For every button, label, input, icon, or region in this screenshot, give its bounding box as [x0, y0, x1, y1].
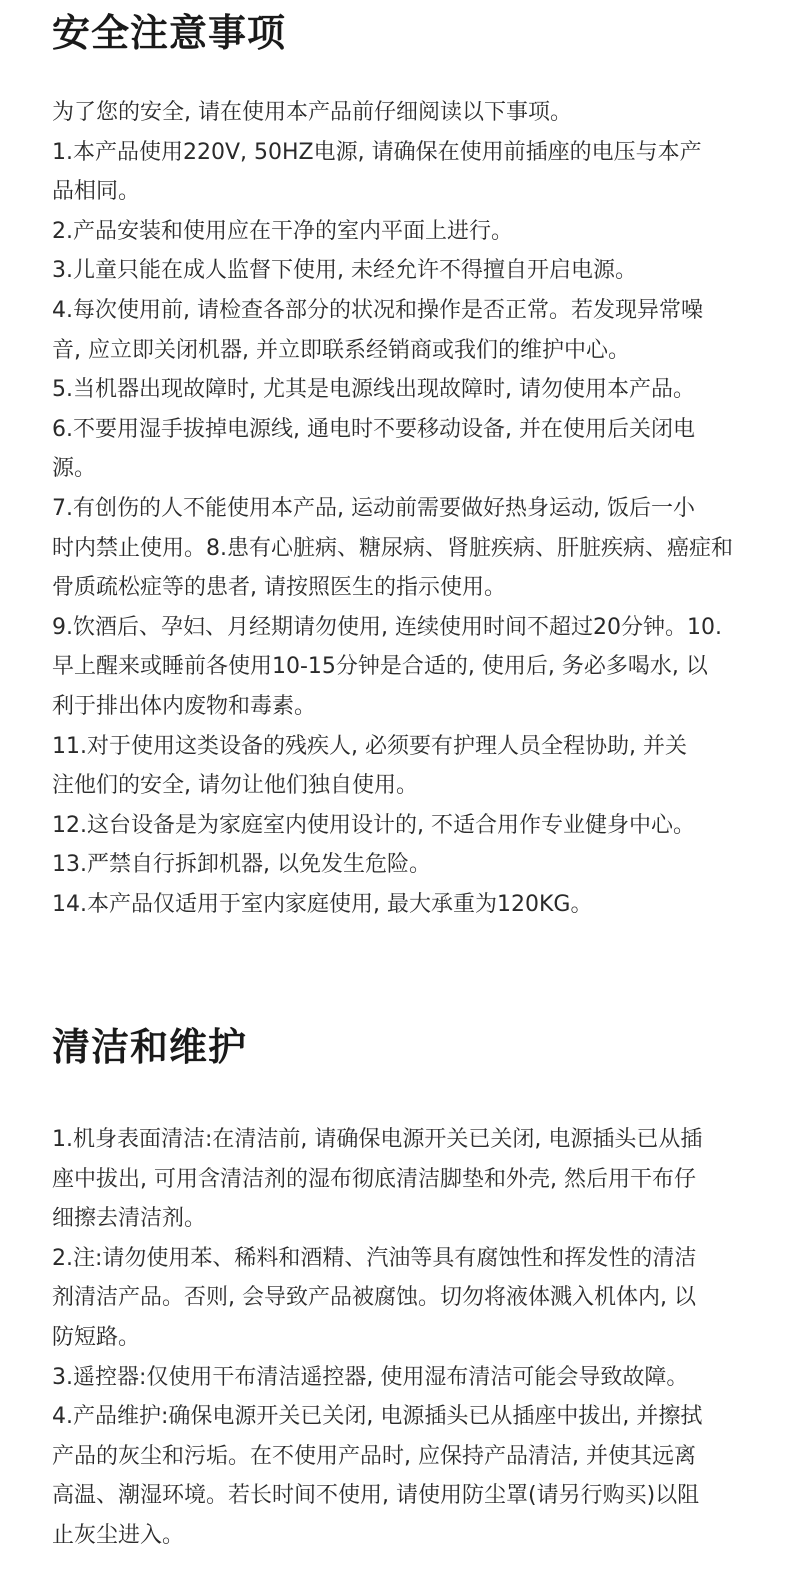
- cleaning-text-line: 座中拔出, 可用含清洁剂的湿布彻底清洁脚垫和外壳, 然后用干布仔: [52, 1166, 696, 1192]
- cleaning-heading: 清洁和维护: [52, 1025, 248, 1069]
- safety-text-line: 利于排出体内废物和毒素。: [52, 693, 317, 719]
- cleaning-text-line: 剂清洁产品。否则, 会导致产品被腐蚀。切勿将液体溅入机体内, 以: [52, 1285, 696, 1311]
- safety-text-line: 6.不要用湿手拔掉电源线, 通电时不要移动设备, 并在使用后关闭电: [52, 416, 695, 442]
- safety-text-line: 音, 应立即关闭机器, 并立即联系经销商或我们的维护中心。: [52, 337, 630, 363]
- safety-text-line: 9.饮酒后、孕妇、月经期请勿使用, 连续使用时间不超过20分钟。10.: [52, 614, 722, 640]
- safety-text-line: 源。: [52, 456, 97, 482]
- safety-text-line: 注他们的安全, 请勿让他们独自使用。: [52, 773, 418, 799]
- safety-text-line: 5.当机器出现故障时, 尤其是电源线出现故障时, 请勿使用本产品。: [52, 377, 695, 403]
- safety-text-line: 为了您的安全, 请在使用本产品前仔细阅读以下事项。: [52, 100, 572, 125]
- safety-text-line: 2.产品安装和使用应在干净的室内平面上进行。: [52, 218, 513, 244]
- safety-text-line: 骨质疏松症等的患者, 请按照医生的指示使用。: [52, 575, 506, 601]
- safety-text-line: 品相同。: [52, 179, 141, 205]
- safety-section: [52, 0, 742, 924]
- safety-text-line: 12.这台设备是为家庭室内使用设计的, 不适合用作专业健身中心。: [52, 812, 695, 838]
- cleaning-text-line: 高温、潮湿环境。若长时间不使用, 请使用防尘罩(请另行购买)以阻: [52, 1483, 700, 1509]
- cleaning-text-line: 2.注:请勿使用苯、稀料和酒精、汽油等具有腐蚀性和挥发性的清洁: [52, 1245, 697, 1271]
- cleaning-text-line: 止灰尘进入。: [52, 1522, 185, 1548]
- safety-text-line: 1.本产品使用220V, 50HZ电源, 请确保在使用前插座的电压与本产: [52, 139, 702, 165]
- safety-text-line: 13.严禁自行拆卸机器, 以免发生危险。: [52, 852, 431, 878]
- cleaning-text-line: 1.机身表面清洁:在清洁前, 请确保电源开关已关闭, 电源插头已从插: [52, 1127, 703, 1152]
- safety-text-line: 7.有创伤的人不能使用本产品, 运动前需要做好热身运动, 饭后一小: [52, 495, 695, 521]
- safety-heading: 安全注意事项: [52, 11, 287, 55]
- safety-text-line: 时内禁止使用。8.患有心脏病、糖尿病、肾脏疾病、肝脏疾病、癌症和: [52, 535, 733, 561]
- safety-text-line: 4.每次使用前, 请检查各部分的状况和操作是否正常。若发现异常噪: [52, 297, 703, 323]
- cleaning-section: [52, 1025, 742, 1556]
- cleaning-content: [52, 1120, 742, 1556]
- cleaning-text-line: 3.遥控器:仅使用干布清洁遥控器, 使用湿布清洁可能会导致故障。: [52, 1364, 689, 1390]
- safety-content: [52, 93, 742, 924]
- safety-text-line: 11.对于使用这类设备的残疾人, 必须要有护理人员全程协助, 并关: [52, 733, 687, 759]
- cleaning-text-line: 产品的灰尘和污垢。在不使用产品时, 应保持产品清洁, 并使其远离: [52, 1443, 696, 1469]
- safety-text-line: 早上醒来或睡前各使用10-15分钟是合适的, 使用后, 务必多喝水, 以: [52, 654, 708, 680]
- safety-text-line: 14.本产品仅适用于室内家庭使用, 最大承重为120KG。: [52, 891, 593, 917]
- cleaning-text-line: 4.产品维护:确保电源开关已关闭, 电源插头已从插座中拔出, 并擦拭: [52, 1404, 703, 1430]
- cleaning-text-line: 细擦去清洁剂。: [52, 1206, 207, 1232]
- safety-text-line: 3.儿童只能在成人监督下使用, 未经允许不得擅自开启电源。: [52, 258, 637, 284]
- cleaning-text-line: 防短路。: [52, 1324, 141, 1350]
